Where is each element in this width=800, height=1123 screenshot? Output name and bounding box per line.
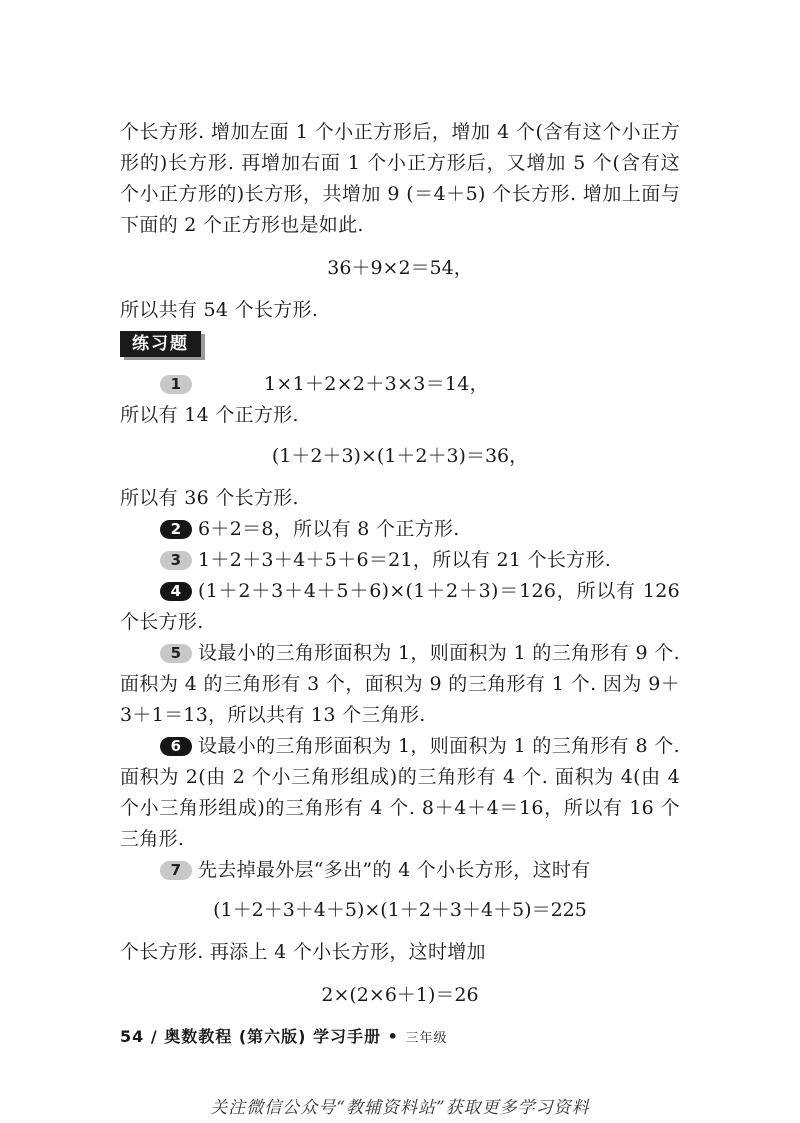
exercise-number-badge: 2 <box>160 520 192 539</box>
exercise-7-equation-1: (1＋2＋3＋4＋5)×(1＋2＋3＋4＋5)＝225 <box>213 899 587 921</box>
exercise-number-badge: 1 <box>160 375 192 394</box>
exercise-number-badge: 3 <box>160 551 192 570</box>
exercise-1-answer-squares: 所以有 14 个正方形. <box>120 404 299 426</box>
grade-label: 三年级 <box>405 1031 448 1046</box>
exercise-2-text: 6＋2＝8，所以有 8 个正方形. <box>198 518 460 540</box>
intro-conclusion: 所以共有 54 个长方形. <box>120 299 319 321</box>
exercise-number-badge: 4 <box>160 582 192 601</box>
intro-equation: 36＋9×2＝54， <box>327 257 473 279</box>
exercise-6 <box>120 731 680 855</box>
exercise-4-text: (1＋2＋3＋4＋5＋6)×(1＋2＋3)＝126，所以有 126 个长方形. <box>120 580 680 633</box>
exercise-1-answer-rectangles: 所以有 36 个长方形. <box>120 487 299 509</box>
exercise-7 <box>120 855 680 886</box>
exercise-7-text: 先去掉最外层“多出”的 4 个小长方形，这时有 <box>198 859 591 881</box>
footer-dot: • <box>387 1027 399 1046</box>
exercise-3-text: 1＋2＋3＋4＋5＋6＝21，所以有 21 个长方形. <box>198 549 612 571</box>
exercise-2 <box>120 514 680 545</box>
exercise-number-badge: 7 <box>160 861 192 880</box>
page-footer <box>120 1024 447 1047</box>
exercise-5-text: 设最小的三角形面积为 1，则面积为 1 的三角形有 9 个. 面积为 4 的三角形有 3 个，面积为 9 的三角形有 1 个. 因为 9＋3＋1＝13，所以共有 13 个三角形. <box>120 642 680 726</box>
exercise-4 <box>120 576 680 638</box>
exercise-1-equation-inline: 1×1＋2×2＋3×3＝14， <box>264 373 489 395</box>
exercise-5 <box>120 638 680 731</box>
exercise-7-equation-2: 2×(2×6＋1)＝26 <box>321 984 479 1006</box>
watermark-text: 关注微信公众号“教辅资料站”获取更多学习资料 <box>210 1098 590 1118</box>
exercise-number-badge: 5 <box>160 644 192 663</box>
exercise-3 <box>120 545 680 576</box>
section-title-exercises: 练习题 <box>120 331 201 357</box>
page-number: 54 <box>120 1027 145 1046</box>
exercise-7-continuation: 个长方形. 再添上 4 个小长方形，这时增加 <box>120 941 486 963</box>
intro-paragraph: 个长方形. 增加左面 1 个小正方形后，增加 4 个(含有这个小正方形的)长方形. 再增加右面 1 个小正方形后，又增加 5 个(含有这个小正方形的)长方形，共增加 9 (＝4＋5) 个长方形. 增加上面与下面的 2 个正方形也是如此. <box>120 121 680 236</box>
book-title: 奥数教程 (第六版) 学习手册 <box>164 1027 382 1046</box>
exercise-number-badge: 6 <box>160 737 192 756</box>
exercise-1-equation-block: (1＋2＋3)×(1＋2＋3)＝36， <box>271 445 529 467</box>
footer-separator: / <box>150 1027 158 1046</box>
exercise-1 <box>120 369 680 400</box>
exercise-6-text: 设最小的三角形面积为 1，则面积为 1 的三角形有 8 个. 面积为 2(由 2 个小三角形组成)的三角形有 4 个. 面积为 4(由 4 个小三角形组成)的三角形有 4 个. 8＋4＋4＝16，所以有 16 个三角形. <box>120 735 680 850</box>
